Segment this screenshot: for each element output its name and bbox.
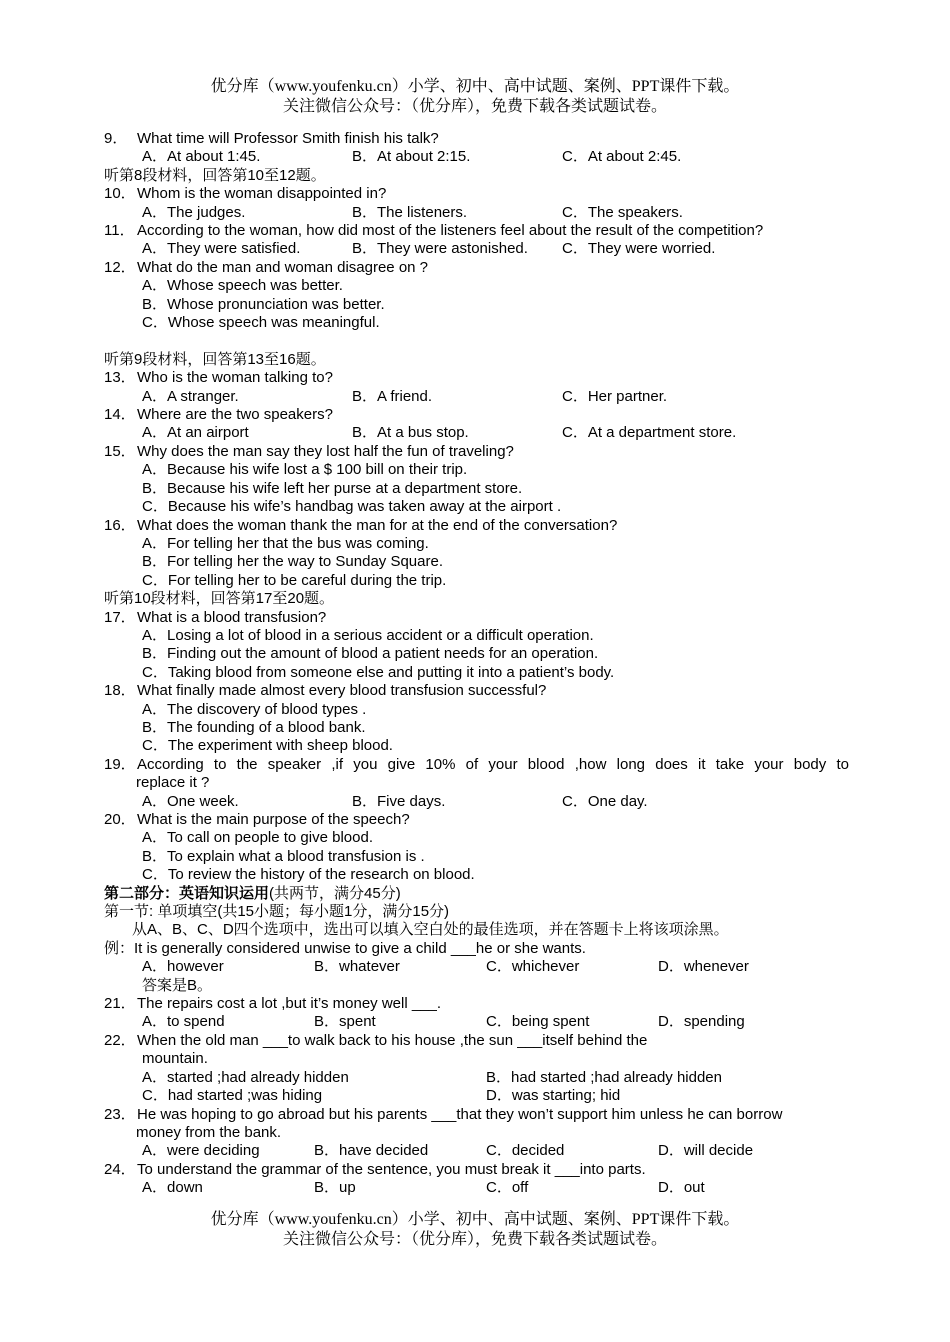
question-22: 22． When the old man ___to walk back to his house ,the sun ___itself behind the <box>104 1032 849 1050</box>
section-heading-10: 听第10段材料，回答第17至20题。 <box>104 590 335 608</box>
question-9: 9． What time will Professor Smith finish his talk? <box>104 130 849 148</box>
question-10: 10． Whom is the woman disappointed in? <box>104 185 849 203</box>
question-text: Whom is the woman disappointed in? <box>137 185 387 203</box>
options-24 <box>104 1179 849 1197</box>
part-two-title-rest: (共两节，满分45分) <box>269 884 401 902</box>
question-text-continued: money from the bank. <box>136 1123 282 1141</box>
option-d: D．whenever <box>658 958 749 976</box>
question-text-continued: mountain. <box>142 1050 208 1068</box>
option-c: C．decided <box>486 1142 565 1160</box>
question-23: 23． He was hoping to go abroad but his parents ___that they won’t support him unless he can borrow <box>104 1106 849 1124</box>
option-c: C．At a department store. <box>562 424 737 442</box>
option-a: A．down <box>142 1179 203 1197</box>
instruction-text: 从A、B、C、D四个选项中，选出可以填入空白处的最佳选项，并在答题卡上将该项涂黑。 <box>132 921 729 939</box>
option-d: D．will decide <box>658 1142 754 1160</box>
option-b: B．spent <box>314 1013 376 1031</box>
question-text: What does the woman thank the man for at the end of the conversation? <box>137 516 618 534</box>
option-b: B．up <box>314 1179 356 1197</box>
question-text: Where are the two speakers? <box>137 406 333 424</box>
example-question <box>104 940 849 958</box>
option-a: A．For telling her that the bus was coming. <box>142 534 429 552</box>
option-c: C．off <box>486 1179 529 1197</box>
example-text: It is generally considered unwise to give a child ___he or she wants. <box>134 939 586 957</box>
option-c: C．To review the history of the research on blood. <box>142 866 475 884</box>
option-a: A．At about 1:45. <box>142 148 261 166</box>
option-a: A．Because his wife lost a $ 100 bill on their trip. <box>142 461 468 479</box>
section-heading-9: 听第9段材料，回答第13至16题。 <box>104 350 326 368</box>
spacer <box>104 332 849 350</box>
question-24: 24． To understand the grammar of the sentence, you must break it ___into parts. <box>104 1161 849 1179</box>
question-17: 17． What is a blood transfusion? <box>104 609 849 627</box>
header-line-1: 优分库（www.youfenku.cn）小学、初中、高中试题、案例、PPT课件下载。 <box>210 78 740 95</box>
question-text: What is the main purpose of the speech? <box>137 811 410 829</box>
option-c: C．The speakers. <box>562 203 683 221</box>
footer-line-1: 优分库（www.youfenku.cn）小学、初中、高中试题、案例、PPT课件下载。 <box>210 1211 740 1228</box>
option-b: B．The founding of a blood bank. <box>142 718 366 736</box>
question-text: What do the man and woman disagree on ? <box>137 258 429 276</box>
question-16: 16． What does the woman thank the man for at the end of the conversation? <box>104 517 849 535</box>
part-two-title-bold: 第二部分：英语知识运用 <box>104 884 270 902</box>
page-footer <box>0 1210 950 1250</box>
part-two-title <box>104 885 849 903</box>
option-a: A．To call on people to give blood. <box>142 829 373 847</box>
option-a: A．Whose speech was better. <box>142 277 343 295</box>
option-c: C．Her partner. <box>562 387 668 405</box>
option-c: C．Taking blood from someone else and putting it into a patient’s body. <box>142 663 615 681</box>
question-text: According to the speaker ,if you give 10% of your blood ,how long does it take your body to <box>137 755 849 773</box>
exam-content <box>104 130 849 1198</box>
question-20: 20． What is the main purpose of the speech? <box>104 811 849 829</box>
question-12: 12． What do the man and woman disagree on ? <box>104 259 849 277</box>
option-a: A．started ;had already hidden <box>142 1068 349 1086</box>
footer-line-2: 关注微信公众号：（优分库），免费下载各类试题试卷。 <box>282 1231 667 1248</box>
question-text: To understand the grammar of the sentence, you must break it ___into parts. <box>137 1160 646 1178</box>
question-text: What time will Professor Smith finish his talk? <box>137 130 439 147</box>
question-18: 18． What finally made almost every blood transfusion successful? <box>104 682 849 700</box>
question-15: 15． Why does the man say they lost half the fun of traveling? <box>104 443 849 461</box>
option-c: C．whichever <box>486 958 580 976</box>
option-a: A．however <box>142 958 224 976</box>
option-a: A．The discovery of blood types . <box>142 700 367 718</box>
option-b: B．To explain what a blood transfusion is . <box>142 847 425 865</box>
option-a: A．Losing a lot of blood in a serious accident or a difficult operation. <box>142 626 594 644</box>
option-d: D．out <box>658 1179 705 1197</box>
option-b: B．Because his wife left her purse at a department store. <box>142 479 523 497</box>
option-c: C．For telling her to be careful during the trip. <box>142 571 447 589</box>
option-c: C．The experiment with sheep blood. <box>142 737 393 755</box>
options-21 <box>104 1013 849 1031</box>
option-b: B．whatever <box>314 958 400 976</box>
option-a: A．to spend <box>142 1013 225 1031</box>
options-14 <box>104 424 849 442</box>
option-b: B．A friend. <box>352 387 433 405</box>
section-heading-8: 听第8段材料，回答第10至12题。 <box>104 166 326 184</box>
option-c: C．One day. <box>562 792 648 810</box>
option-a: A．were deciding <box>142 1142 260 1160</box>
option-d: D．was starting; hid <box>486 1087 621 1105</box>
option-b: B．They were astonished. <box>352 240 528 258</box>
question-text: According to the woman, how did most of the listeners feel about the result of the competition? <box>137 222 764 240</box>
options-13 <box>104 388 849 406</box>
question-text: Who is the woman talking to? <box>137 369 333 387</box>
option-a: A．The judges. <box>142 203 246 221</box>
option-b: B．At about 2:15. <box>352 148 471 166</box>
question-text-continued: replace it ? <box>136 774 210 792</box>
page-header <box>0 77 950 117</box>
question-text: Why does the man say they lost half the fun of traveling? <box>137 442 514 460</box>
option-c: C．being spent <box>486 1013 590 1031</box>
option-a: A．One week. <box>142 792 239 810</box>
question-13: 13． Who is the woman talking to? <box>104 369 849 387</box>
options-19 <box>104 793 849 811</box>
options-10 <box>104 204 849 222</box>
option-c: C．had started ;was hiding <box>142 1087 323 1105</box>
section-one-heading: 第一节: 单项填空(共15小题；每小题1分，满分15分) <box>104 903 450 921</box>
option-c: C．At about 2:45. <box>562 148 682 166</box>
options-23 <box>104 1142 849 1160</box>
option-d: D．spending <box>658 1013 745 1031</box>
options-22-row-1 <box>104 1069 849 1087</box>
option-a: A．A stranger. <box>142 387 239 405</box>
question-text: The repairs cost a lot ,but it’s money well ___. <box>137 995 442 1013</box>
header-line-2: 关注微信公众号：（优分库），免费下载各类试题试卷。 <box>282 98 667 115</box>
option-b: B．had started ;had already hidden <box>486 1068 722 1086</box>
question-text: What finally made almost every blood transfusion successful? <box>137 682 547 700</box>
question-text: When the old man ___to walk back to his house ,the sun ___itself behind the <box>137 1031 648 1049</box>
option-b: B．At a bus stop. <box>352 424 469 442</box>
options-22-row-2 <box>104 1087 849 1105</box>
question-14: 14． Where are the two speakers? <box>104 406 849 424</box>
question-text: What is a blood transfusion? <box>137 608 327 626</box>
option-b: B．Whose pronunciation was better. <box>142 295 385 313</box>
option-b: B．Five days. <box>352 792 446 810</box>
option-a: A．At an airport <box>142 424 249 442</box>
option-b: B．Finding out the amount of blood a patient needs for an operation. <box>142 645 599 663</box>
example-label: 例： <box>104 939 135 957</box>
option-b: B．The listeners. <box>352 203 468 221</box>
question-text: He was hoping to go abroad but his parents ___that they won’t support him unless he can borrow <box>137 1105 783 1123</box>
options-9 <box>104 148 849 166</box>
options-11 <box>104 240 849 258</box>
option-b: B．have decided <box>314 1142 429 1160</box>
example-options <box>104 958 849 976</box>
option-c: C．Whose speech was meaningful. <box>142 314 380 332</box>
question-19: 19． According to the speaker ,if you give 10% of your blood ,how long does it take your body to <box>104 755 849 773</box>
question-21: 21． The repairs cost a lot ,but it’s money well ___. <box>104 995 849 1013</box>
example-answer: 答案是B。 <box>142 976 213 994</box>
option-a: A．They were satisfied. <box>142 240 301 258</box>
question-11: 11． According to the woman, how did most of the listeners feel about the result of the competition? <box>104 222 849 240</box>
option-b: B．For telling her the way to Sunday Square. <box>142 553 443 571</box>
option-c: C．They were worried. <box>562 240 716 258</box>
option-c: C．Because his wife’s handbag was taken away at the airport . <box>142 498 562 516</box>
